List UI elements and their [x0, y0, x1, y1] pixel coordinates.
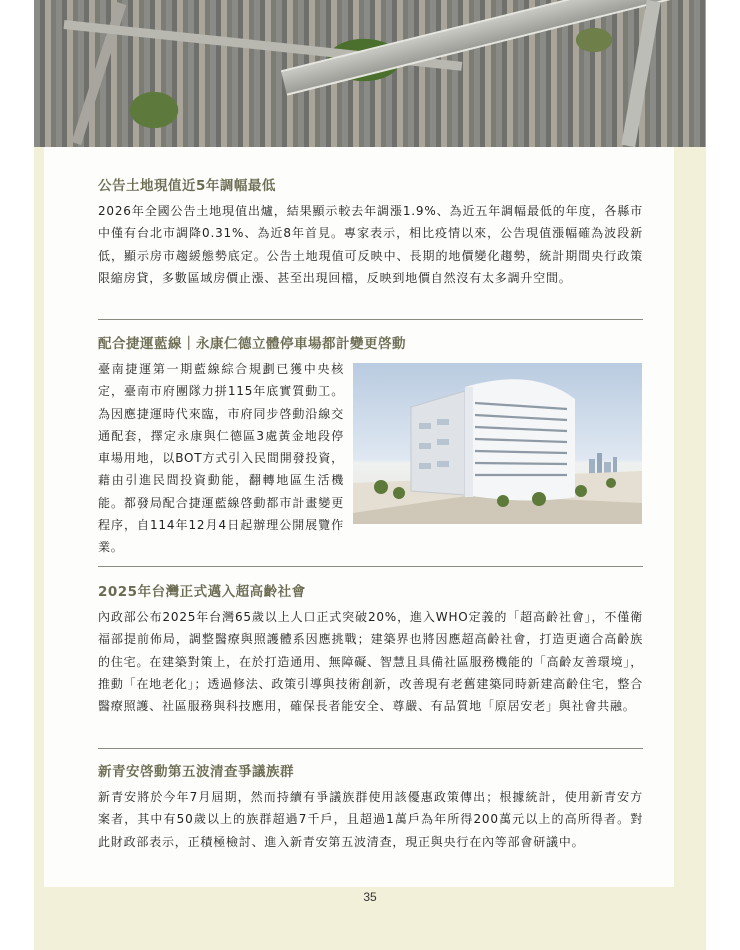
article-title: 公告土地現值近5年調幅最低 [98, 178, 276, 194]
aerial-photo [34, 0, 706, 147]
section-divider [98, 748, 643, 749]
article-land-value [98, 176, 643, 289]
article-body: 新青安將於今年7月屆期，然而持續有爭議族群使用該優惠政策傳出；根據統計，使用新青安方案者，其中有50歲以上的族群超過7千戶，且超過1萬戶為年所得200萬元以上的高所得者。對此財政部表示，正積極檢討、進入新青安第五波清查，現正與央行在內等部會研議中。 [98, 790, 643, 849]
page-number: 35 [363, 890, 377, 904]
article-super-aged-society [98, 582, 643, 717]
section-divider [98, 319, 643, 320]
article-body: 內政部公布2025年台灣65歲以上人口正式突破20%，進入WHO定義的「超高齡社會」，不僅衛福部提前佈局，調整醫療與照護體系因應挑戰；建築界也將因應超高齡社會，打造更適合高齡族的住宅。在建築對策上，在於打造通用、無障礙、智慧且具備社區服務機能的「高齡友善環境」，推動「在地老化」；透過修法、政策引導與技術創新，改善現有老舊建築同時新建高齡住宅，整合醫療照護、社區服務與科技應用，確保長者能安全、尊嚴、有品質地「原居安老」與社會共融。 [98, 610, 643, 714]
article-youth-housing-loan [98, 762, 643, 853]
article-body: 臺南捷運第一期藍線綜合規劃已獲中央核定，臺南市府團隊力拼115年底實質動工。為因應捷運時代來臨，市府同步啓動沿線交通配套，擇定永康與仁德區3處黃金地段停車場用地，以BOT方式引入民間開發投資，藉由引進民間投資動能，翻轉地區生活機能。都發局配合捷運藍線啓動都市計畫變更程序，自114年12月4日起辦理公開展覽作業。 [98, 362, 344, 555]
parking-building-rendering [353, 363, 642, 524]
article-title: 配合捷運藍線｜永康仁德立體停車場都計變更啓動 [98, 336, 406, 352]
article-title: 新青安啓動第五波清查爭議族群 [98, 764, 294, 780]
section-divider [98, 566, 643, 567]
article-body: 2026年全國公告土地現值出爐，結果顯示較去年調漲1.9%、為近五年調幅最低的年度，各縣市中僅有台北市調降0.31%、為近8年首見。專家表示，相比疫情以來，公告現值漲幅確為波段新低，顯示房市趨緩態勢底定。公告土地現值可反映中、長期的地價變化趨勢，統計期間央行政策限縮房貸，多數區域房價止漲、甚至出現回檔，反映到地價自然沒有太多調升空間。 [98, 204, 643, 285]
article-title: 2025年台灣正式邁入超高齡社會 [98, 584, 306, 600]
